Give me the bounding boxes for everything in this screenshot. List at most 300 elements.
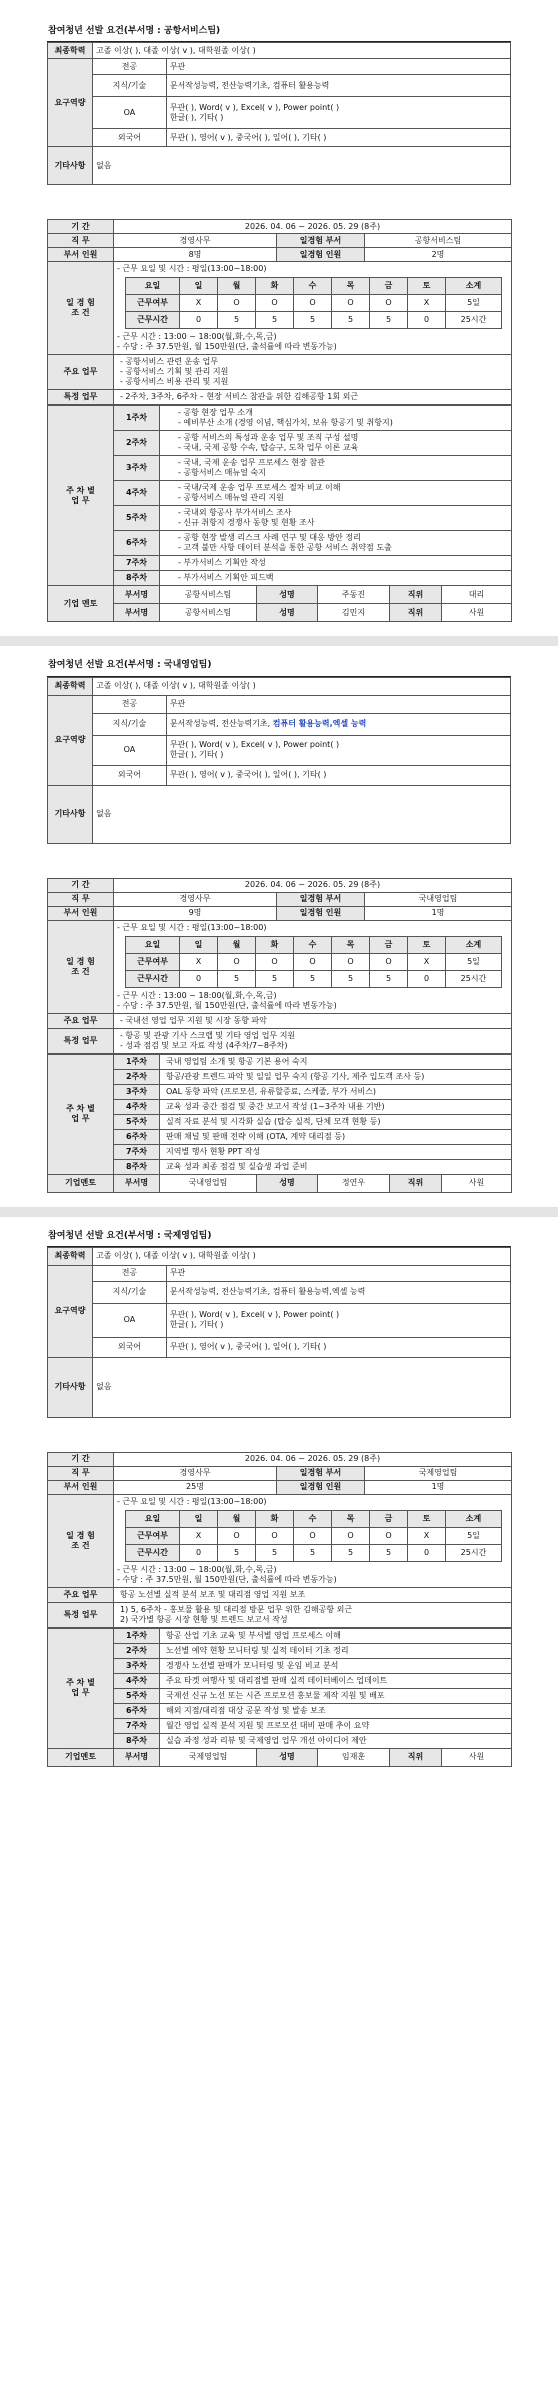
mentor-rank-label: 직위 [390,1748,442,1766]
week-label: 6주차 [114,1129,160,1144]
special-duty-line: - 2주차, 3주차, 6주차 – 현장 서비스 참관을 위한 김해공항 1회 외근 [120,392,359,402]
schedule-cell: O [294,295,332,312]
schedule-row [126,1544,502,1561]
oa-line-2: 한글( ), 기타( ) [169,750,224,759]
schedule-cell: O [218,1527,256,1544]
schedule-cell: O [332,1527,370,1544]
schedule-cell: 근무시간 [126,970,180,987]
etc-value: 없음 [93,1357,511,1417]
week-task-line: - 공항 서비스의 특성과 운송 업무 및 조직 구성 설명 [178,433,359,443]
week-task-line: 교육 성과 중간 점검 및 중간 보고서 작성 (1~3주차 내용 기반) [166,1101,385,1111]
week-task-line: 판매 채널 및 판매 전략 이해 (OTA, 계약 대리점 등) [166,1131,346,1141]
skill-label: 요구역량 [48,59,93,147]
mentor-rank: 사원 [442,1174,512,1192]
schedule-cell: 요일 [126,1510,180,1527]
oa-row [48,97,511,129]
staff-value: 9명 [114,906,277,920]
schedule-cell: 월 [218,1510,256,1527]
schedule-cell: O [256,295,294,312]
edu-value: 고졸 이상( ), 대졸 이상( v ), 대학원졸 이상( ) [93,43,511,59]
job-row [48,892,512,906]
knowledge-label: 지식/기술 [93,1281,167,1303]
schedule-cell: 5 [218,970,256,987]
week-task-line: 주요 타겟 여행사 및 대리점별 판매 실적 데이터베이스 업데이트 [166,1675,388,1685]
edu-value: 고졸 이상( ), 대졸 이상( v ), 대학원졸 이상( ) [93,1247,511,1265]
week-task-line: - 예비부산 소개 (경영 이념, 핵심가치, 보유 항공기 및 취항지) [178,418,393,428]
week-task-line: - 부가서비스 기획안 작성 [178,558,266,568]
mentor-name-label: 성명 [257,1748,318,1766]
major-label: 전공 [93,1265,167,1281]
week-row [48,1114,512,1129]
schedule-cell: 토 [408,1510,446,1527]
week-tasks [160,1703,512,1718]
schedule-cell: 화 [256,1510,294,1527]
week-task-line: - 신규 취항지 경쟁사 동향 및 현황 조사 [178,518,315,528]
job-label: 직 무 [48,892,114,906]
schedule-cell: O [256,1527,294,1544]
week-row [48,1733,512,1748]
week-tasks [160,1658,512,1673]
week-tasks [160,571,512,586]
work-condition-row [48,1494,512,1587]
special-duty-label: 특정 업무 [48,1028,114,1053]
allowance-note: - 수당 : 주 37.5만원, 월 150만원(단, 출석률에 따라 변동가능) [117,1574,337,1584]
special-duty-line: - 성과 점검 및 보고 자료 작성 (4주차/7~8주차) [120,1040,288,1050]
schedule-cell: 토 [408,936,446,953]
schedule-row [126,1527,502,1544]
schedule-cell: 5 [294,1544,332,1561]
schedule-row [126,936,502,953]
schedule-cell: 수 [294,1510,332,1527]
work-condition-row [48,920,512,1013]
language-label: 외국어 [93,129,167,147]
schedule-row [126,278,502,295]
schedule-cell: 25시간 [446,970,502,987]
schedule-cell: 수 [294,936,332,953]
major-label: 전공 [93,695,167,713]
mentor-name-label: 성명 [257,1174,318,1192]
schedule-cell: 0 [180,312,218,329]
main-duty-label: 주요 업무 [48,1587,114,1602]
week-tasks [160,1673,512,1688]
work-condition-label: 일 경 험 조 건 [48,1494,114,1587]
job-value: 경영사무 [114,234,277,248]
schedule-cell: 소계 [446,1510,502,1527]
week-row [48,1673,512,1688]
oa-cell [166,735,510,765]
staff-label: 부서 인원 [48,248,114,262]
special-duty-cell [114,390,512,405]
mentor-dept: 공항서비스팀 [160,604,257,622]
quota-value: 1명 [365,1480,512,1494]
main-duty-row [48,1587,512,1602]
mentor-name: 주동진 [318,586,390,604]
skill-label: 요구역량 [48,1265,93,1357]
oa-line-1: 무관( ), Word( v ), Excel( v ), Power point( ) [169,740,340,749]
schedule-cell: 일 [180,1510,218,1527]
schedule-cell: 근무여부 [126,953,180,970]
schedule-cell: 5 [332,312,370,329]
job-row [48,234,512,248]
mentor-row [48,586,512,604]
week-tasks [160,481,512,506]
work-condition-label: 일 경 험 조 건 [48,920,114,1013]
language-value: 무관( ), 영어( v ), 중국어( ), 일어( ), 기타( ) [166,129,510,147]
oa-label: OA [93,1303,167,1337]
schedule-cell: 5 [332,970,370,987]
major-row [48,1265,511,1281]
special-duty-label: 특정 업무 [48,390,114,405]
main-duty-cell [114,1013,512,1028]
staff-row [48,1480,512,1494]
work-days-note: - 근무 요일 및 시간 : 평일(13:00~18:00) [117,1496,267,1506]
week-label: 3주차 [114,1658,160,1673]
mentor-rank-label: 직위 [390,1174,442,1192]
schedule-cell: 금 [370,1510,408,1527]
mentor-name-label: 성명 [257,604,318,622]
schedule-cell: 수 [294,278,332,295]
mentor-dept-label: 부서명 [114,1748,160,1766]
period-value: 2026. 04. 06 ~ 2026. 05. 29 (8주) [114,220,512,234]
schedule-cell: 5일 [446,953,502,970]
major-row [48,695,511,713]
oa-label: OA [93,735,167,765]
period-row [48,1452,512,1466]
schedule-cell: 일 [180,278,218,295]
schedule-cell: 5 [256,312,294,329]
work-condition-cell [114,1494,512,1587]
etc-label: 기타사항 [48,1357,93,1417]
week-label: 1주차 [114,1054,160,1069]
job-label: 직 무 [48,234,114,248]
week-label: 4주차 [114,481,160,506]
mentor-row [48,1748,512,1766]
skill-label: 요구역량 [48,695,93,785]
weekly-table [47,405,512,622]
week-tasks [160,431,512,456]
period-label: 기 간 [48,878,114,892]
schedule-cell: 월 [218,936,256,953]
week-task-line: - 공항서비스 매뉴얼 숙지 [178,468,266,478]
schedule-table [125,277,502,329]
week-task-line: - 공항 현장 발생 리스크 사례 연구 및 대응 방안 정리 [178,533,361,543]
work-hours-note: - 근무 시간 : 13:00 ~ 18:00(월,화,수,목,금) [117,990,277,1000]
week-label: 5주차 [114,1114,160,1129]
work-condition-cell [114,262,512,355]
etc-label: 기타사항 [48,785,93,843]
week-tasks [160,1054,512,1069]
weekly-label: 주 차 별 업 무 [48,1628,114,1748]
week-task-line: 항공/관광 트렌드 파악 및 일일 업무 숙지 (항공 기사, 제주 입도객 조사 등) [166,1071,425,1081]
dept-value: 국내영업팀 [365,892,512,906]
schedule-row [126,1510,502,1527]
schedule-cell: O [218,295,256,312]
language-value: 무관( ), 영어( v ), 중국어( ), 일어( ), 기타( ) [166,1337,510,1357]
program-table [47,1452,512,1628]
schedule-cell: X [408,953,446,970]
mentor-rank: 대리 [442,586,512,604]
week-tasks [160,456,512,481]
dept-label: 일경험 부서 [277,234,365,248]
week-label: 5주차 [114,1688,160,1703]
mentor-dept-label: 부서명 [114,1174,160,1192]
special-duty-row [48,1602,512,1627]
schedule-cell: 5일 [446,295,502,312]
schedule-cell: O [370,295,408,312]
week-row [48,556,512,571]
edu-label: 최종학력 [48,1247,93,1265]
week-label: 2주차 [114,431,160,456]
week-task-line: 항공 산업 기초 교육 및 부서별 영업 프로세스 이해 [166,1630,341,1640]
knowledge-highlight: 컴퓨터 활용능력,엑셀 능력 [272,719,367,728]
special-duty-line: - 항공 및 관광 기사 스크랩 및 기타 영업 업무 지원 [120,1030,296,1040]
staff-value: 8명 [114,248,277,262]
schedule-cell: 0 [408,312,446,329]
week-label: 7주차 [114,1718,160,1733]
etc-value: 없음 [93,785,511,843]
edu-row [48,43,511,59]
week-label: 3주차 [114,456,160,481]
special-duty-cell [114,1028,512,1053]
schedule-cell: X [408,1527,446,1544]
quota-label: 일경험 인원 [277,906,365,920]
week-label: 8주차 [114,571,160,586]
dept-label: 일경험 부서 [277,1466,365,1480]
mentor-dept-label: 부서명 [114,586,160,604]
week-label: 2주차 [114,1069,160,1084]
job-value: 경영사무 [114,1466,277,1480]
knowledge-value: 문서작성능력, 전산능력기초, [169,719,273,728]
week-row [48,1099,512,1114]
knowledge-label: 지식/기술 [93,713,167,735]
mentor-name: 임재훈 [318,1748,390,1766]
staff-value: 25명 [114,1480,277,1494]
mentor-name-label: 성명 [257,586,318,604]
language-value: 무관( ), 영어( v ), 중국어( ), 일어( ), 기타( ) [166,765,510,785]
period-label: 기 간 [48,1452,114,1466]
schedule-row [126,312,502,329]
edu-row [48,1247,511,1265]
schedule-cell: 5 [370,1544,408,1561]
schedule-cell: X [180,1527,218,1544]
section-title: 참여청년 선발 요건(부서명 : 국내영업팀) [48,660,212,671]
week-tasks [160,531,512,556]
etc-row [48,147,511,185]
special-duty-label: 특정 업무 [48,1602,114,1627]
mentor-row [48,604,512,622]
schedule-cell: 0 [408,1544,446,1561]
section-title: 참여청년 선발 요건(부서명 : 공항서비스팀) [48,26,221,36]
schedule-cell: 5 [256,970,294,987]
weekly-table [47,1628,512,1767]
main-duty-line: - 공항서비스 비용 관리 및 지원 [120,377,229,387]
major-value: 무관 [166,1265,510,1281]
schedule-row [126,970,502,987]
schedule-cell: 5일 [446,1527,502,1544]
special-duty-line: 2) 국가별 항공 시장 현황 및 트렌드 보고서 작성 [120,1614,288,1624]
schedule-cell: O [332,953,370,970]
schedule-cell: 목 [332,1510,370,1527]
language-label: 외국어 [93,765,167,785]
schedule-cell: 요일 [126,936,180,953]
week-label: 1주차 [114,1628,160,1643]
week-label: 5주차 [114,506,160,531]
schedule-cell: O [256,953,294,970]
schedule-cell: 소계 [446,936,502,953]
main-duty-label: 주요 업무 [48,1013,114,1028]
edu-label: 최종학력 [48,43,93,59]
section-title: 참여청년 선발 요건(부서명 : 국제영업팀) [48,1230,212,1241]
edu-value: 고졸 이상( ), 대졸 이상( v ), 대학원졸 이상( ) [93,677,511,695]
week-row [48,506,512,531]
edu-row [48,677,511,695]
week-tasks [160,506,512,531]
schedule-cell: 근무시간 [126,1544,180,1561]
week-tasks [160,1069,512,1084]
quota-label: 일경험 인원 [277,248,365,262]
special-duty-line: 1) 5, 6주차 - 홍보물 활용 및 대리점 방문 업무 위한 김해공항 외근 [120,1604,353,1614]
week-row [48,1069,512,1084]
knowledge-label: 지식/기술 [93,75,167,97]
schedule-cell: O [294,953,332,970]
week-task-line: - 고객 불만 사항 데이터 분석을 통한 공항 서비스 취약점 도출 [178,543,392,553]
week-row [48,531,512,556]
program-table [47,878,512,1054]
schedule-row [126,953,502,970]
knowledge-row [48,75,511,97]
week-row [48,1658,512,1673]
schedule-cell: 금 [370,278,408,295]
week-task-line: - 국내, 국제 운송 업무 프로세스 현장 참관 [178,458,325,468]
dept-value: 국제영업팀 [365,1466,512,1480]
special-duty-row [48,1028,512,1053]
work-hours-note: - 근무 시간 : 13:00 ~ 18:00(월,화,수,목,금) [117,332,277,342]
etc-row [48,1357,511,1417]
page-break [0,622,558,660]
weekly-label: 주 차 별 업 무 [48,406,114,586]
oa-label: OA [93,97,167,129]
work-days-note: - 근무 요일 및 시간 : 평일(13:00~18:00) [117,264,267,274]
dept-label: 일경험 부서 [277,892,365,906]
mentor-rank: 사원 [442,1748,512,1766]
schedule-cell: 소계 [446,278,502,295]
main-duty-line: - 국내선 영업 업무 지원 및 시장 동향 파악 [120,1015,267,1025]
schedule-cell: 요일 [126,278,180,295]
mentor-rank: 사원 [442,604,512,622]
etc-label: 기타사항 [48,147,93,185]
main-duty-row [48,1013,512,1028]
week-task-line: - 국내외 항공사 부가서비스 조사 [178,508,292,518]
mentor-label: 기업멘토 [48,1748,114,1766]
week-tasks [160,1099,512,1114]
main-duty-row [48,355,512,390]
week-task-line: - 부가서비스 기획안 피드백 [178,573,274,583]
week-task-line: 국내 영업팀 소개 및 항공 기본 용어 숙지 [166,1056,308,1066]
week-label: 3주차 [114,1084,160,1099]
week-row [48,571,512,586]
week-row [48,1718,512,1733]
mentor-dept: 국내영업팀 [160,1174,257,1192]
schedule-cell: 5 [256,1544,294,1561]
week-row [48,1129,512,1144]
schedule-cell: 일 [180,936,218,953]
staff-row [48,906,512,920]
schedule-cell: 5 [294,970,332,987]
schedule-cell: 0 [180,970,218,987]
week-task-line: 실적 자료 분석 및 시각화 실습 (탑승 실적, 단체 모객 현황 등) [166,1116,381,1126]
major-row [48,59,511,75]
main-duty-label: 주요 업무 [48,355,114,390]
week-tasks [160,1084,512,1099]
week-task-line: - 국내, 국제 공항 수속, 탑승구, 도착 업무 이론 교육 [178,443,359,453]
allowance-note: - 수당 : 주 37.5만원, 월 150만원(단, 출석률에 따라 변동가능) [117,342,337,352]
week-tasks [160,1718,512,1733]
work-condition-cell [114,920,512,1013]
staff-label: 부서 인원 [48,1480,114,1494]
week-label: 8주차 [114,1733,160,1748]
dept-value: 공항서비스팀 [365,234,512,248]
weekly-table [47,1054,512,1193]
week-tasks [160,1129,512,1144]
week-row [48,1054,512,1069]
page-break [0,1193,558,1231]
work-condition-row [48,262,512,355]
week-task-line: OAL 동향 파악 (프로모션, 유류할증료, 스케줄, 부가 서비스) [166,1086,377,1096]
week-label: 1주차 [114,406,160,431]
schedule-cell: O [370,1527,408,1544]
oa-cell [166,1303,510,1337]
major-label: 전공 [93,59,167,75]
schedule-cell: 화 [256,936,294,953]
week-tasks [160,1628,512,1643]
week-row [48,1628,512,1643]
week-label: 4주차 [114,1099,160,1114]
schedule-cell: 화 [256,278,294,295]
staff-label: 부서 인원 [48,906,114,920]
week-row [48,456,512,481]
special-duty-cell [114,1602,512,1627]
oa-line-2: 한글( ), 기타( ) [169,1320,224,1330]
schedule-cell: 5 [218,1544,256,1561]
schedule-row [126,295,502,312]
schedule-cell: 월 [218,278,256,295]
week-task-line: 경쟁사 노선별 판매가 모니터링 및 운임 비교 분석 [166,1660,339,1670]
week-label: 2주차 [114,1643,160,1658]
week-tasks [160,1733,512,1748]
main-duty-cell [114,355,512,390]
week-label: 6주차 [114,1703,160,1718]
schedule-cell: 근무여부 [126,295,180,312]
schedule-cell: O [332,295,370,312]
knowledge-cell [166,75,510,97]
week-tasks [160,1159,512,1174]
period-row [48,220,512,234]
etc-row [48,785,511,843]
mentor-dept: 공항서비스팀 [160,586,257,604]
week-tasks [160,1688,512,1703]
week-row [48,1703,512,1718]
oa-line-1: 무관( ), Word( v ), Excel( v ), Power point( ) [169,1310,340,1320]
week-label: 7주차 [114,1144,160,1159]
schedule-cell: 토 [408,278,446,295]
week-task-line: - 국내/국제 운송 업무 프로세스 절차 비교 이해 [178,483,341,493]
week-row [48,431,512,456]
schedule-cell: 25시간 [446,1544,502,1561]
requirements-table [47,42,511,185]
quota-value: 2명 [365,248,512,262]
staff-row [48,248,512,262]
main-duty-line: - 공항서비스 기획 및 관리 지원 [120,367,229,377]
